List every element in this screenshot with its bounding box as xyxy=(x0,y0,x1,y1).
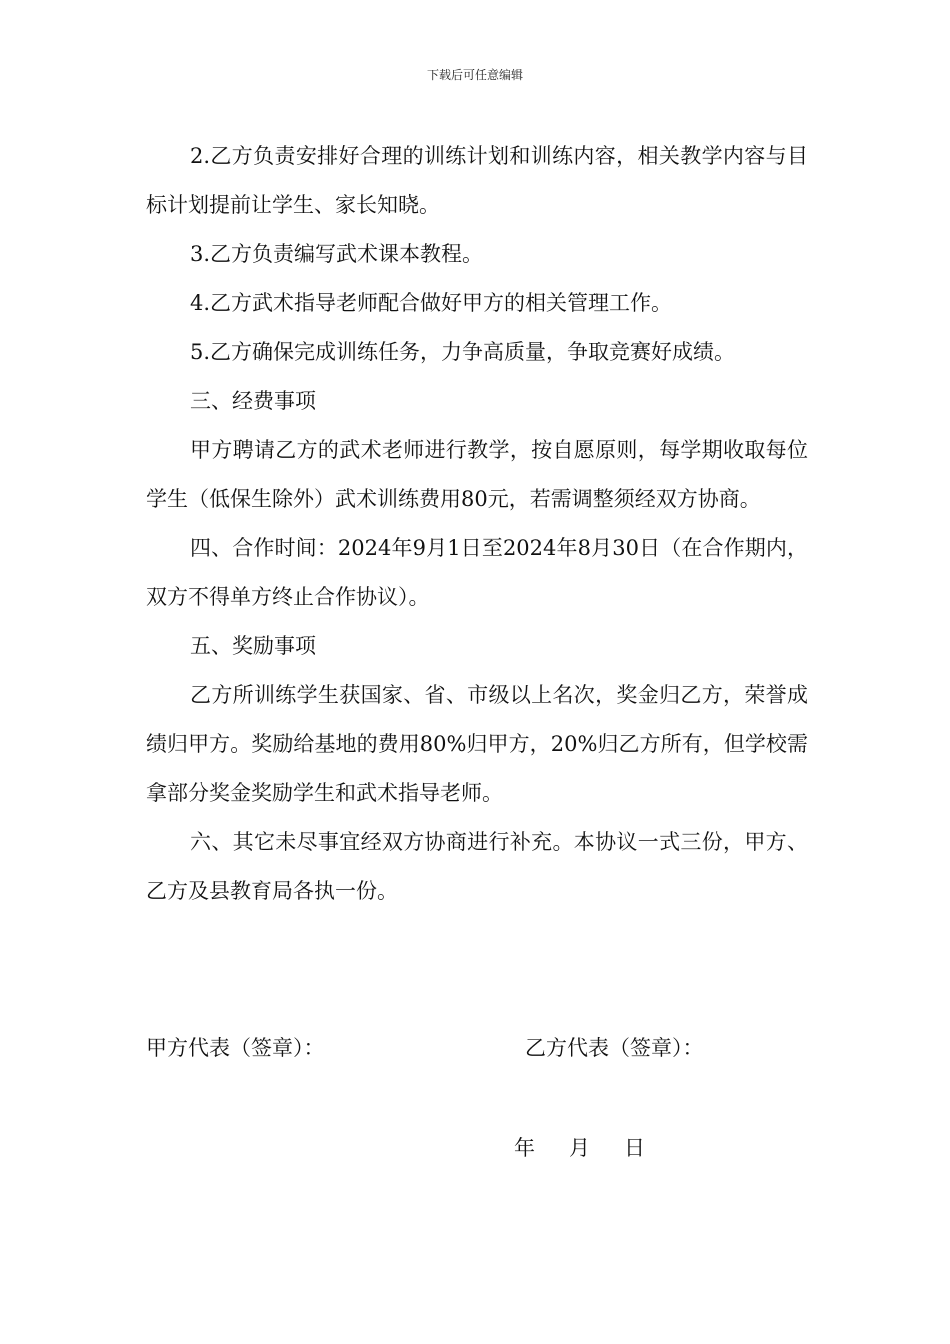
date-year: 年 xyxy=(514,1136,535,1160)
section-heading-fees: 三、经费事项 xyxy=(190,389,316,413)
section-heading-rewards: 五、奖励事项 xyxy=(190,634,316,658)
fees-paragraph: 甲方聘请乙方的武术老师进行教学，按自愿原则，每学期收取每位学生（低保生除外）武术训练费用80元，若需调整须经双方协商。 xyxy=(146,438,808,511)
signing-date xyxy=(514,1130,679,1166)
clause-3: 3.乙方负责编写武术课本教程。 xyxy=(190,242,484,266)
clause-2: 2.乙方负责安排好合理的训练计划和训练内容，相关教学内容与目标计划提前让学生、家长知晓。 xyxy=(146,144,808,217)
misc-paragraph: 六、其它未尽事宜经双方协商进行补充。本协议一式三份，甲方、乙方及县教育局各执一份。 xyxy=(146,830,808,903)
clause-4: 4.乙方武术指导老师配合做好甲方的相关管理工作。 xyxy=(190,291,673,315)
cooperation-period-paragraph: 四、合作时间：2024年9月1日至2024年8月30日（在合作期内，双方不得单方终止合作协议）。 xyxy=(146,536,808,609)
party-b-signature: 乙方代表（签章）： xyxy=(525,1036,704,1060)
date-month: 月 xyxy=(569,1136,590,1160)
date-day: 日 xyxy=(624,1136,645,1160)
document-body xyxy=(146,132,808,916)
page-header: 下载后可任意编辑 xyxy=(426,68,523,82)
party-a-signature: 甲方代表（签章）： xyxy=(146,1036,325,1060)
clause-5: 5.乙方确保完成训练任务，力争高质量，争取竞赛好成绩。 xyxy=(190,340,736,364)
rewards-paragraph: 乙方所训练学生获国家、省、市级以上名次，奖金归乙方，荣誉成绩归甲方。奖励给基地的费用80%归甲方，20%归乙方所有，但学校需拿部分奖金奖励学生和武术指导老师。 xyxy=(146,683,808,805)
